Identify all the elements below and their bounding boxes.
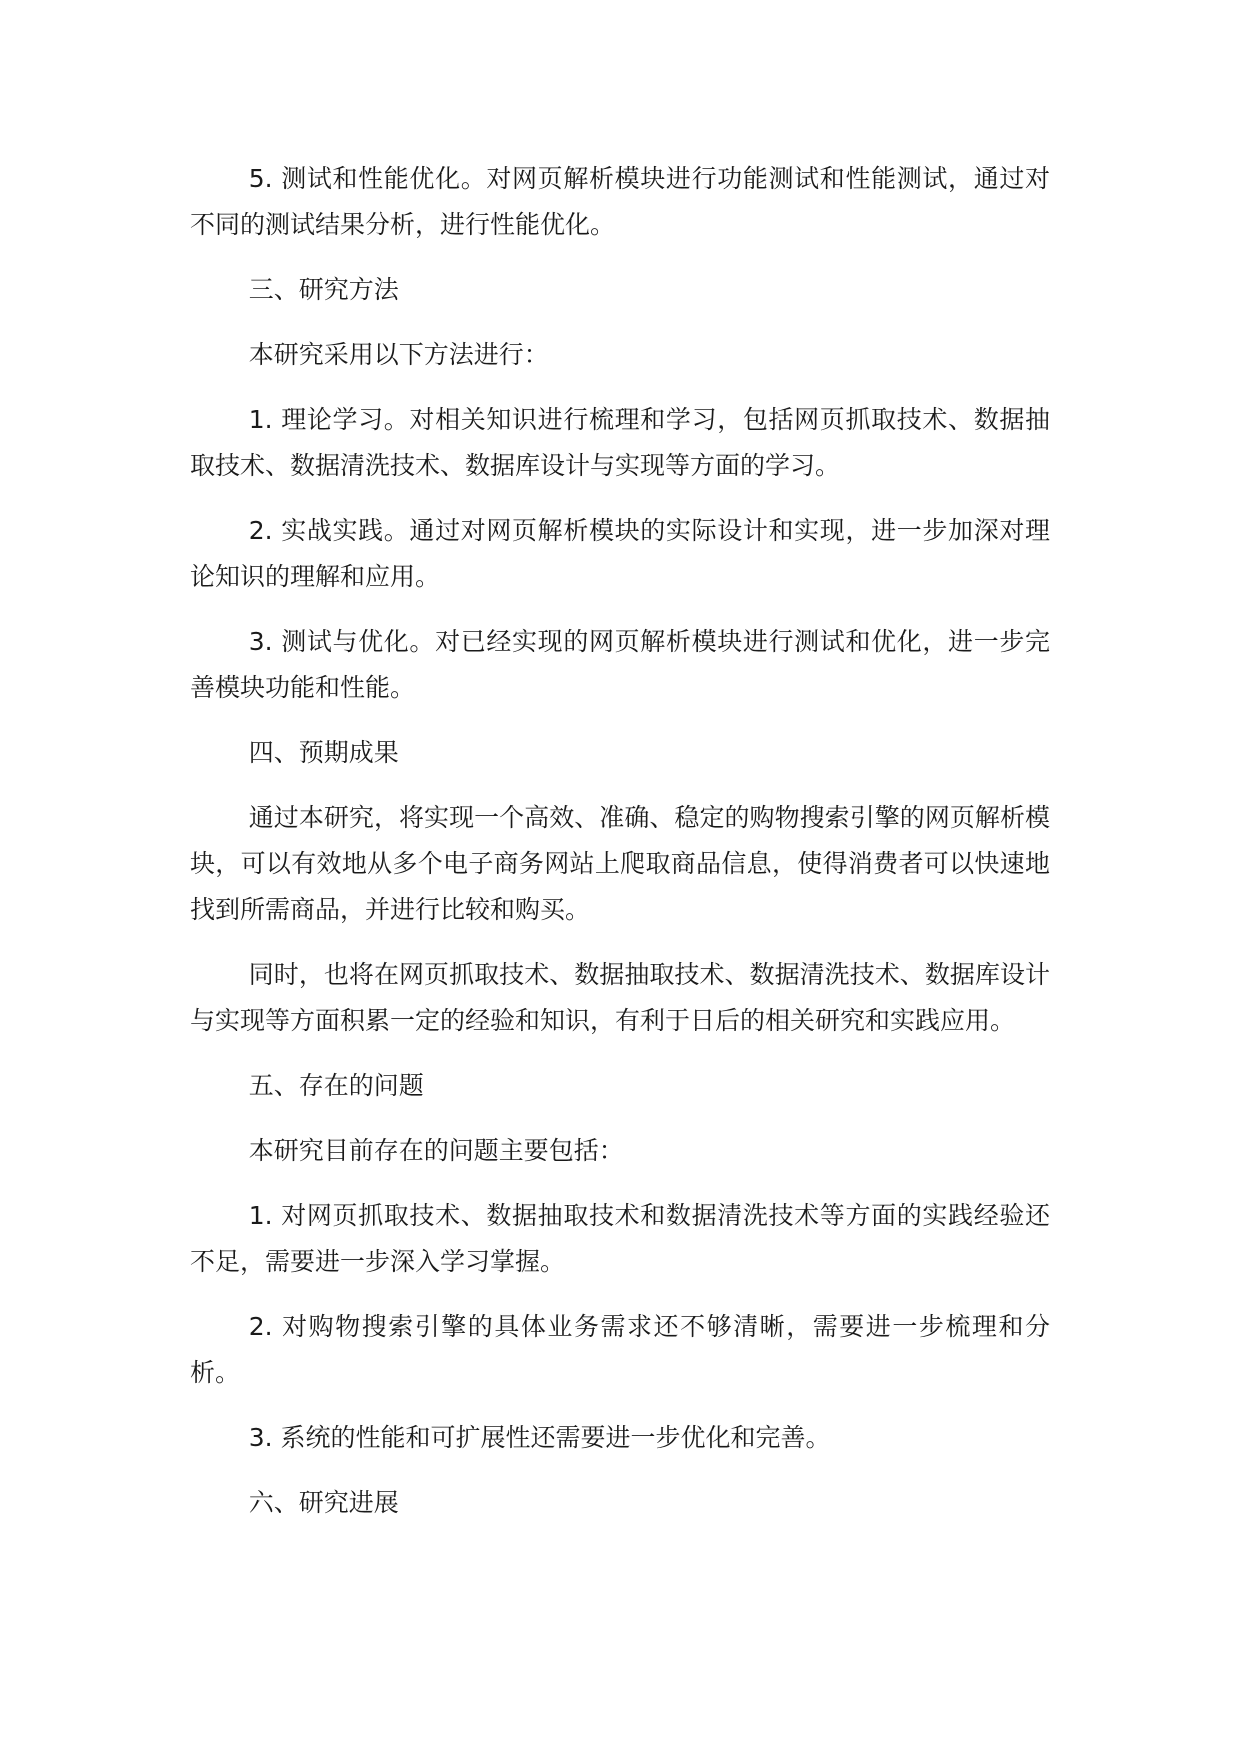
document-page (190, 156, 1050, 1526)
list-item-problem-requirements: 2. 对购物搜索引擎的具体业务需求还不够清晰，需要进一步梳理和分析。 (190, 1312, 1050, 1387)
heading-research-progress: 六、研究进展 (248, 1488, 399, 1517)
list-item-problem-performance: 3. 系统的性能和可扩展性还需要进一步优化和完善。 (248, 1423, 831, 1452)
heading-expected-results: 四、预期成果 (248, 738, 399, 767)
list-item-test-optimize: 3. 测试与优化。对已经实现的网页解析模块进行测试和优化，进一步完善模块功能和性能。 (190, 627, 1050, 702)
paragraph-methods-intro: 本研究采用以下方法进行： (248, 340, 549, 369)
list-item-problem-experience: 1. 对网页抓取技术、数据抽取技术和数据清洗技术等方面的实践经验还不足，需要进一步深入学习掌握。 (190, 1201, 1050, 1276)
heading-research-methods: 三、研究方法 (248, 275, 399, 304)
list-item-theory-study: 1. 理论学习。对相关知识进行梳理和学习，包括网页抓取技术、数据抽取技术、数据清洗技术、数据库设计与实现等方面的学习。 (190, 405, 1050, 480)
paragraph-problems-intro: 本研究目前存在的问题主要包括： (248, 1136, 624, 1165)
heading-existing-problems: 五、存在的问题 (248, 1071, 424, 1100)
paragraph-expected-results: 通过本研究，将实现一个高效、准确、稳定的购物搜索引擎的网页解析模块，可以有效地从多个电子商务网站上爬取商品信息，使得消费者可以快速地找到所需商品，并进行比较和购买。 (190, 803, 1050, 924)
list-item-practice: 2. 实战实践。通过对网页解析模块的实际设计和实现，进一步加深对理论知识的理解和应用。 (190, 516, 1050, 591)
paragraph-experience: 同时，也将在网页抓取技术、数据抽取技术、数据清洗技术、数据库设计与实现等方面积累一定的经验和知识，有利于日后的相关研究和实践应用。 (190, 960, 1050, 1035)
paragraph-testing-optimization: 5. 测试和性能优化。对网页解析模块进行功能测试和性能测试，通过对不同的测试结果分析，进行性能优化。 (190, 164, 1050, 239)
